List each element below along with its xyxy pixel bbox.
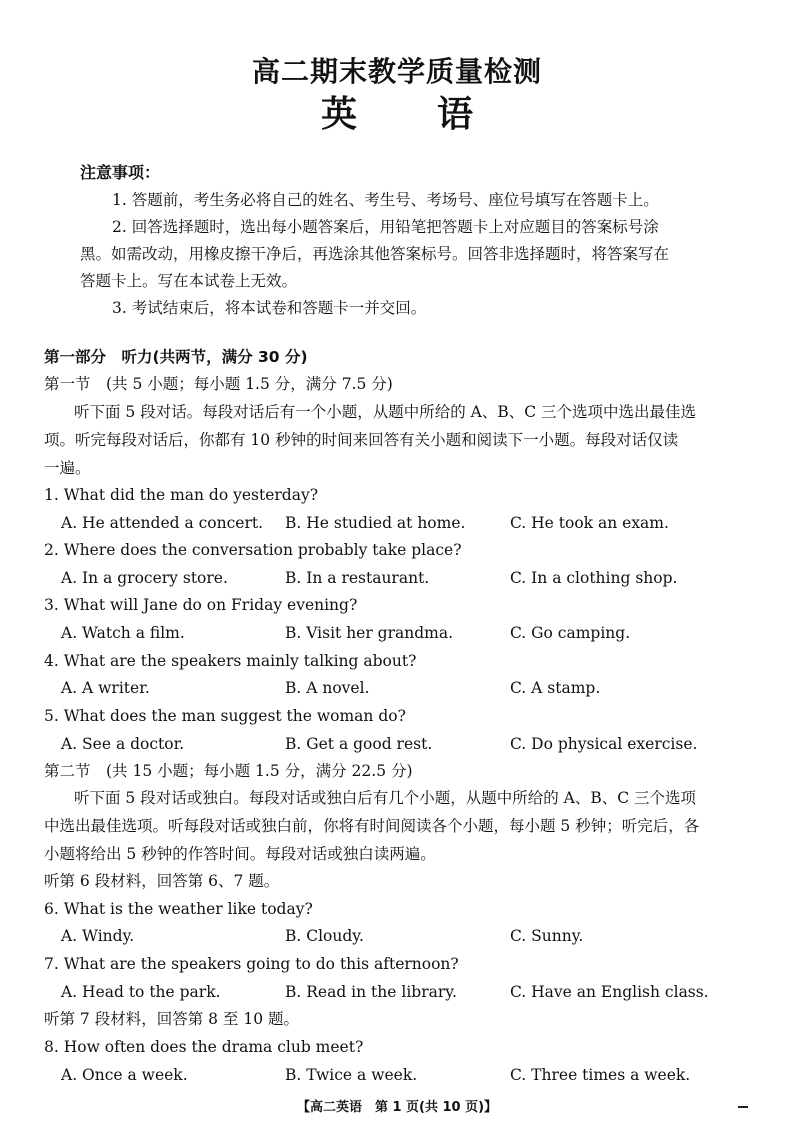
section1-instruction: 听下面 5 段对话。每段对话后有一个小题，从题中所给的 A、B、C 三个选项中选出最佳选: [74, 403, 697, 421]
question-stem: 5. What does the man suggest the woman do?: [44, 707, 406, 725]
option-a: A. A writer.: [61, 679, 150, 697]
question-stem: 7. What are the speakers going to do this afternoon?: [44, 955, 459, 973]
option-a: A. Once a week.: [61, 1066, 188, 1084]
section2-instruction: 小题将给出 5 秒钟的作答时间。每段对话或独白读两遍。: [44, 845, 436, 863]
option-c: C. Do physical exercise.: [510, 735, 698, 753]
option-a: A. In a grocery store.: [61, 569, 228, 587]
question-stem: 8. How often does the drama club meet?: [44, 1038, 364, 1056]
section2-heading: 第二节 (共 15 小题；每小题 1.5 分，满分 22.5 分): [44, 762, 413, 780]
option-b: B. He studied at home.: [285, 514, 466, 532]
question-stem: 4. What are the speakers mainly talking about?: [44, 652, 417, 670]
subject-title: [0, 86, 794, 137]
option-b: B. Cloudy.: [285, 927, 364, 945]
notice-line: 1. 答题前，考生务必将自己的姓名、考生号、考场号、座位号填写在答题卡上。: [112, 191, 659, 209]
notice-line: 3. 考试结束后，将本试卷和答题卡一并交回。: [112, 299, 427, 317]
question-stem: 3. What will Jane do on Friday evening?: [44, 596, 358, 614]
section1-heading: 第一节 (共 5 小题；每小题 1.5 分，满分 7.5 分): [44, 375, 393, 393]
option-b: B. A novel.: [285, 679, 370, 697]
section1-instruction: 一遍。: [44, 459, 91, 477]
notice-line: 2. 回答选择题时，选出每小题答案后，用铅笔把答题卡上对应题目的答案标号涂: [112, 218, 659, 236]
exam-title: 高二期末教学质量检测: [251, 55, 542, 88]
question-stem: 1. What did the man do yesterday?: [44, 486, 319, 504]
option-c: C. Have an English class.: [510, 983, 709, 1001]
option-a: A. Windy.: [61, 927, 135, 945]
corner-mark: [738, 1106, 748, 1108]
option-c: C. Go camping.: [510, 624, 631, 642]
option-b: B. Twice a week.: [285, 1066, 418, 1084]
subject-right: 语: [437, 94, 474, 135]
option-b: B. In a restaurant.: [285, 569, 430, 587]
option-b: B. Get a good rest.: [285, 735, 433, 753]
option-c: C. Sunny.: [510, 927, 584, 945]
option-a: A. Watch a film.: [61, 624, 185, 642]
question-stem: 2. Where does the conversation probably take place?: [44, 541, 462, 559]
option-c: C. Three times a week.: [510, 1066, 691, 1084]
section1-instruction: 项。听完每段对话后，你都有 10 秒钟的时间来回答有关小题和阅读下一小题。每段对话仅读: [44, 431, 679, 449]
option-a: A. See a doctor.: [61, 735, 185, 753]
material-note: 听第 6 段材料，回答第 6、7 题。: [44, 872, 280, 890]
notice-line: 答题卡上。写在本试卷上无效。: [80, 272, 298, 290]
section2-instruction: 听下面 5 段对话或独白。每段对话或独白后有几个小题，从题中所给的 A、B、C 三个选项: [74, 789, 697, 807]
question-stem: 6. What is the weather like today?: [44, 900, 313, 918]
notice-line: 黑。如需改动，用橡皮擦干净后，再选涂其他答案标号。回答非选择题时，将答案写在: [80, 245, 670, 263]
option-c: C. He took an exam.: [510, 514, 669, 532]
subject-left: 英: [320, 94, 357, 135]
option-a: A. He attended a concert.: [61, 514, 264, 532]
notice-heading: 注意事项：: [80, 163, 161, 182]
option-b: B. Visit her grandma.: [285, 624, 454, 642]
option-c: C. In a clothing shop.: [510, 569, 678, 587]
option-b: B. Read in the library.: [285, 983, 457, 1001]
option-c: C. A stamp.: [510, 679, 601, 697]
page-footer: 【高二英语 第 1 页(共 10 页)】: [296, 1100, 498, 1115]
part1-heading: 第一部分 听力(共两节，满分 30 分): [44, 348, 308, 366]
material-note: 听第 7 段材料，回答第 8 至 10 题。: [44, 1010, 300, 1028]
option-a: A. Head to the park.: [61, 983, 221, 1001]
section2-instruction: 中选出最佳选项。听每段对话或独白前，你将有时间阅读各个小题，每小题 5 秒钟；听完后，各: [44, 817, 700, 835]
